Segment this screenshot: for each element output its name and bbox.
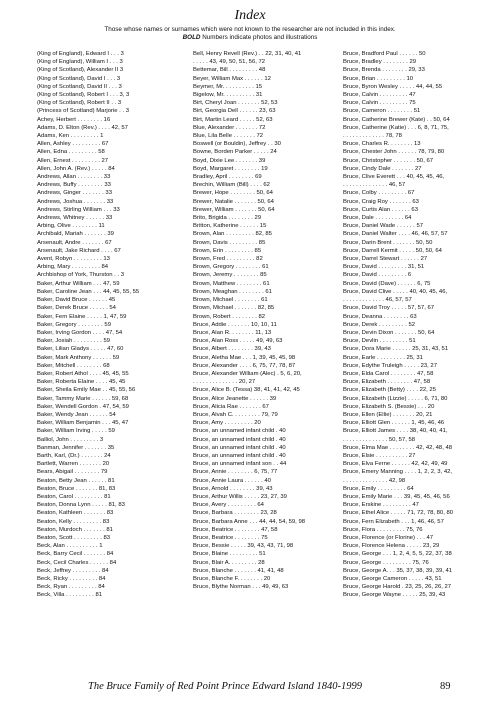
index-entry: Bruce, Calvin . . . . . . . . . 47 xyxy=(343,92,416,99)
index-entry: Baker, Lilian Gladys . . . . . 47, 60 xyxy=(37,346,124,353)
index-entry: Bruce, Annie Laura . . . . . . 40 xyxy=(193,477,271,484)
index-entry: Brown, Matthew . . . . . . . . 61 xyxy=(193,280,270,287)
index-entry: Beck, Alan . . . . . . . . . . 1 xyxy=(37,543,103,550)
index-entry: Beck, Jeffrey . . . . . . . . . 84 xyxy=(37,567,109,574)
index-entry: Beaton, Carol . . . . . . . . . 81 xyxy=(37,493,111,500)
index-entry: Bruce, Barbara . . . . . . . . 23, 28 xyxy=(193,510,277,517)
index-entry: Bruce, Elizabeth . . . . . . . . 47, 58 xyxy=(343,379,431,386)
note-line-2-rest: Numbers indicate photos and illustrations xyxy=(200,34,318,41)
index-entry: Bruce, Derek . . . . . . . . . 52 xyxy=(343,321,416,328)
index-entry: Brown, Michael . . . . . . . . 61 xyxy=(193,297,268,304)
index-entry: (King of Scotland), Robert II . . 3 xyxy=(37,100,122,107)
index-entry: Beymer, Mr. . . . . . . . . . 15 xyxy=(193,83,263,90)
index-entry: Archibald, Mariah . . . . . . . 39 xyxy=(37,231,114,238)
index-entry: Andrews, Allan . . . . . . . . 33 xyxy=(37,174,111,181)
index-entry: Baker, Wendy Jean . . . . . . 54 xyxy=(37,411,116,418)
index-entry: Bruce, Blaine . . . . . . . . . 51 xyxy=(193,551,266,558)
index-entry: Bruce, Elma Mae . . . . . . . . 42, 42, 48, 48 xyxy=(343,444,453,451)
index-entry: Bruce, an unnamed infant son . . 44 xyxy=(193,461,287,468)
index-entry: Bruce, David Troy . . . . . 57, 57, 67 xyxy=(343,305,435,312)
page-number: 89 xyxy=(440,681,451,692)
index-entry: . . . . . . . . . . . . . . 46, 57 xyxy=(343,182,406,189)
index-entry: Andrews, Joshua . . . . . . . 33 xyxy=(37,198,114,205)
index-entry: Bruce, Emily Marie . . . 39, 45, 45, 46, 56 xyxy=(343,493,450,500)
index-column-2 xyxy=(193,50,343,591)
index-entry: Bruce, Florence (or Florine) . . . 47 xyxy=(343,534,434,541)
index-entry: Baker, Mark Anthony . . . . . . 59 xyxy=(37,354,120,361)
index-entry: Bradley, April . . . . . . . . 69 xyxy=(193,174,262,181)
index-entry: Bruce, Blair A. . . . . . . . . 28 xyxy=(193,559,265,566)
index-entry: Archbishop of York, Thurston . . 3 xyxy=(37,272,124,279)
index-column-1 xyxy=(37,50,187,600)
index-entry: Bruce, Calvin . . . . . . . . . 75 xyxy=(343,100,416,107)
index-entry: Beck, Cecil Charles . . . . . . 84 xyxy=(37,559,117,566)
index-entry: Bruce, Alexander William (Alec) . 5, 6, 20, xyxy=(193,370,302,377)
index-entry: Baker, Sheila Emily Mae . . 45, 55, 56 xyxy=(37,387,136,394)
index-entry: Brown, Alan . . . . . . . . . 82, 85 xyxy=(193,231,272,238)
index-entry: Baker, William Irving . . . . . 59 xyxy=(37,428,115,435)
index-entry: Bruce, an unnamed infant child . 40 xyxy=(193,444,286,451)
index-entry: Bruce, Alice Jeanette . . . . . . 39 xyxy=(193,395,277,402)
note-bold-word: BOLD xyxy=(182,34,201,41)
index-entry: Brewer, Natalie . . . . . . . 50, 64 xyxy=(193,198,274,205)
index-entry: Bruce, Elliott James . . . . 38, 40, 40, 41, xyxy=(343,428,448,435)
index-entry: Arsenault, Jake Richard . . . . 67 xyxy=(37,247,121,254)
index-entry: Bruce, Arthur Willis . . . . . 23, 27, 39 xyxy=(193,493,287,500)
index-entry: Baker, Caroline Jean . . . 44, 45, 55, 55 xyxy=(37,288,140,295)
index-entry: Balliol, John . . . . . . . . . 3 xyxy=(37,436,104,443)
index-entry: Beaton, Murdoch . . . . . . . 81 xyxy=(37,526,113,533)
index-entry: Baker, Fern Elaine . . . . . 1, 47, 59 xyxy=(37,313,127,320)
index-entry: Birt, Martin Leard . . . . . 52, 63 xyxy=(193,116,273,123)
index-entry: Bruce, Elva Ferne . . . . . . 42, 42, 49, 49 xyxy=(343,461,448,468)
index-entry: Beaton, Kathleen . . . . . . . 83 xyxy=(37,510,114,517)
index-entry: Bruce, Elliott Glen . . . . . . 1, 45, 46, 46 xyxy=(343,420,445,427)
index-entry: Bigelow, Mr. . . . . . . . . . 31 xyxy=(193,92,263,99)
index-entry: Bruce, Blanche F. . . . . . . . 20 xyxy=(193,576,271,582)
index-entry: (King of Scotland), David I . . . 3 xyxy=(37,75,121,82)
index-entry: Bruce, Catherine Brewer (Kate) . . 50, 64 xyxy=(343,116,450,123)
index-entry: Bell, Henry Revell (Rev.) . . 22, 31, 40, 41 xyxy=(193,51,302,57)
index-entry: Bruce, Daniel Wade . . . . . . 57 xyxy=(343,223,423,230)
index-entry: Bruce, Arnold . . . . . . . . 39, 43 xyxy=(193,485,273,492)
index-entry: . . . . . . . . . . . . . . 20, 27 xyxy=(193,379,256,386)
index-entry: Arbing, Olive . . . . . . . . 11 xyxy=(37,223,105,230)
index-entry: Bruce, Blanche . . . . . . . 41, 41, 48 xyxy=(193,567,284,574)
index-entry: Bruce, George Cameron . . . . . 43, 51 xyxy=(343,576,442,582)
index-entry: Bruce, Avery . . . . . . . . . 64 xyxy=(193,502,264,509)
index-entry: . . . . . 43, 49, 50, 51, 56, 72 xyxy=(193,59,266,66)
index-entry: Bruce, Brenda . . . . . . . . 29, 33 xyxy=(343,67,425,74)
index-entry: Baker, Gregory . . . . . . . . 59 xyxy=(37,321,111,328)
index-entry: Bruce, Cindy Dale . . . . . . . 27 xyxy=(343,165,422,172)
index-entry: Bruce, Beatrice . . . . . . . . 75 xyxy=(193,534,268,541)
index-entry: Bruce, Elda Carol . . . . . . . . 47, 58 xyxy=(343,370,434,377)
index-entry: Brewer, William . . . . . . . 50, 64 xyxy=(193,206,275,213)
index-entry: Bruce, Charles R. . . . . . . . 13 xyxy=(343,141,421,148)
index-entry: Boswell (or Bouldin), Jeffrey . . 30 xyxy=(193,141,281,148)
index-entry: Boyd, Dixie Lee . . . . . . . 39 xyxy=(193,157,266,164)
index-entry: Bowne, Borden Parker . . . . . 24 xyxy=(193,149,277,156)
index-entry: Bartlett, Warren . . . . . . . 20 xyxy=(37,461,110,468)
index-entry: Bruce, Brian . . . . . . . . . 10 xyxy=(343,75,414,82)
index-entry: Bruce, Albert . . . . . . . . 39, 43 xyxy=(193,346,271,353)
index-entry: Bruce, Florence Helena . . . . . 23, 29 xyxy=(343,543,440,550)
index-entry: Bruce, Elizabeth (Betty) . . . . 22, 25 xyxy=(343,387,436,394)
index-entry: Bruce, Darrel Stewart . . . . . . 27 xyxy=(343,256,428,263)
index-entry: Bruce, David (Dave) . . . . . . 6, 75 xyxy=(343,280,431,287)
index-entry: Bruce, Christopher . . . . . . . 50, 67 xyxy=(343,157,434,164)
index-entry: Bruce, Emery Manning . . . . 1, 2, 2, 3, 42, xyxy=(343,469,453,476)
index-entry: Bruce, David . . . . . . . . . 31, 51 xyxy=(343,264,425,271)
index-entry: Bruce, Curtis Alan . . . . . . 63 xyxy=(343,206,418,213)
index-entry: Achey, Herbert . . . . . . . . 16 xyxy=(37,116,111,123)
index-entry: . . . . . . . . . . . . . 78, 78 xyxy=(343,133,402,140)
index-entry: Avent, Robyn . . . . . . . . . 13 xyxy=(37,256,110,263)
index-entry: Bruce, Edythe Truleigh . . . . . 23, 27 xyxy=(343,362,437,369)
index-entry: Bruce, Beatrice . . . . . . . . 47, 58 xyxy=(193,526,278,533)
footer-title: The Bruce Family of Red Point Prince Edward Island 1840-1999 xyxy=(88,681,363,692)
index-entry: Bruce, George Wayne . . . . . 25, 39, 43 xyxy=(343,592,446,599)
index-entry: Baker, William Benjamin . . . 45, 47 xyxy=(37,420,129,427)
index-entry: Bruce, Blythe Norman . . . 49, 49, 63 xyxy=(193,584,289,591)
index-entry: Bruce, Elizabeth (Lizzie) . . . . . 6, 71, 80 xyxy=(343,395,448,402)
index-entry: Brown, Robert . . . . . . . . 82 xyxy=(193,313,266,320)
index-note xyxy=(0,26,500,42)
index-entry: Allen, Edna . . . . . . . . . 58 xyxy=(37,149,105,156)
index-entry: Bruce, Alexander . . . . 6, 75, 77, 78, 87 xyxy=(193,362,296,369)
index-entry: Bruce, Alicia Rae . . . . . . . 67 xyxy=(193,403,269,410)
index-entry: Bruce, Annie . . . . . . . . 6, 75, 77 xyxy=(193,469,278,476)
index-entry: (King of England), Edward I . . . 3 xyxy=(37,51,124,57)
index-entry: Beaton, Betty Jean . . . . . . 81 xyxy=(37,477,115,484)
page-title: Index xyxy=(234,8,266,23)
index-entry: . . . . . . . . . . . . . 46, 57, 57 xyxy=(343,297,412,304)
index-entry: Bruce, Cameron . . . . . . . . 51 xyxy=(343,108,421,115)
index-entry: Bruce, Dora Marie . . . . . . 25, 31, 43, 51 xyxy=(343,346,449,353)
index-entry: Baker, Mitchell . . . . . . . . 68 xyxy=(37,362,110,369)
index-entry: Blue, Alexander . . . . . . . 72 xyxy=(193,124,266,131)
index-entry: Bruce, Bradford Paul . . . . . . 50 xyxy=(343,51,426,57)
index-entry: Bruce, Addie . . . . . . . 10, 10, 11 xyxy=(193,321,277,328)
index-entry: Bruce, an unnamed infant child . 40 xyxy=(193,428,286,435)
index-entry: Baker, David Bruce . . . . . . 45 xyxy=(37,297,116,304)
index-entry: Bruce, Aletha Mae . . . 1, 39, 45, 45, 98 xyxy=(193,354,296,361)
index-entry: Beck, Barry Cecil . . . . . . . 84 xyxy=(37,551,114,558)
index-entry: Baker, Arthur William . . . 47, 59 xyxy=(37,280,120,287)
index-entry: Bruce, Byron Wesley . . . . . 44, 44, 55 xyxy=(343,83,443,90)
index-entry: Bruce, Catherine (Katie) . . . 6, 8, 71, 75, xyxy=(343,124,449,131)
index-entry: Adams, D. Elton (Rev.) . . . . 42, 57 xyxy=(37,124,128,131)
index-entry: Allen, Ashley . . . . . . . . . 67 xyxy=(37,141,109,148)
index-entry: Beck, Ricky . . . . . . . . . 84 xyxy=(37,576,106,582)
index-entry: Arbing, Mary . . . . . . . . . 84 xyxy=(37,264,109,271)
index-entry: Boyd, Margaret . . . . . . . . 19 xyxy=(193,165,268,172)
index-entry: Bruce, Flora . . . . . . . . . 75, 76 xyxy=(343,526,423,533)
index-entry: Bruce, Devin Dixon . . . . . . . 50, 64 xyxy=(343,329,435,336)
index-entry: Andrews, Ginger . . . . . . . 33 xyxy=(37,190,112,197)
index-entry: Bruce, an unnamed infant child . 40 xyxy=(193,436,286,443)
index-entry: Baker, Tammy Marie . . . . . . 59, 68 xyxy=(37,395,129,402)
index-entry: Bruce, Daniel Walter . . . . 46, 46, 57, 57 xyxy=(343,231,448,238)
index-entry: Bruce, Darin Brent . . . . . . . 50, 50 xyxy=(343,239,433,246)
index-entry: Bruce, Chester John . . . . . . 78, 79, 80 xyxy=(343,149,445,156)
index-entry: Arsenault, Andre . . . . . . . 67 xyxy=(37,239,112,246)
index-entry: Bruce, Earle . . . . . . . . . 25, 31 xyxy=(343,354,423,361)
index-entry: Brown, Erin . . . . . . . . . 85 xyxy=(193,247,262,254)
index-entry: Andrews, Whitney . . . . . . 33 xyxy=(37,215,113,222)
index-entry: Bruce, George A. . . 35, 37, 38, 39, 39, 41 xyxy=(343,567,453,574)
index-entry: Brechin, William (Bill) . . . . 62 xyxy=(193,182,270,189)
index-entry: Bruce, Elsie . . . . . . . . . . 27 xyxy=(343,452,416,459)
index-entry: . . . . . . . . . . . . . . 42, 98 xyxy=(343,477,406,484)
index-entry: Bruce, George Harold . 23, 25, 26, 26, 27 xyxy=(343,584,452,591)
index-entry: Bruce, Clive Everett . . . 40, 45, 45, 46, xyxy=(343,174,445,181)
index-entry: Andrews, Stirling William . . . 33 xyxy=(37,206,120,213)
index-entry: Brewer, Hope . . . . . . . . 50, 64 xyxy=(193,190,273,197)
index-entry: Birt, Georgia Dell . . . . . . 23, 63 xyxy=(193,108,276,115)
index-column-3 xyxy=(343,50,493,600)
index-entry: Beck, Villa . . . . . . . . . 81 xyxy=(37,592,103,599)
note-line-1: Those whose names or surnames which were not known to the researcher are not included in this index. xyxy=(104,26,396,33)
index-entry: Baker, Wendell Gordon . 47, 54, 59 xyxy=(37,403,129,410)
index-entry: Bruce, an unnamed infant child . 40 xyxy=(193,452,286,459)
index-entry: Bruce, Fern Elizabeth . . . 1, 46, 46, 57 xyxy=(343,518,444,525)
index-entry: Britton, Katherine . . . . . . 15 xyxy=(193,223,267,230)
index-entry: Bruce, Bessie . . . . . 39, 43, 43, 71, 98 xyxy=(193,543,294,550)
index-entry: Allen, Ernest . . . . . . . . . 27 xyxy=(37,157,109,164)
index-entry: Birt, Cheryl Joan . . . . . . . 52, 53 xyxy=(193,100,278,107)
index-entry: Andrews, Buffy . . . . . . . . 33 xyxy=(37,182,111,189)
index-entry: Bears, Abigail . . . . . . . . 79 xyxy=(37,469,108,476)
index-entry: Bruce, Dale . . . . . . . . . 64 xyxy=(343,215,412,222)
index-entry: Bruce, David . . . . . . . . . 6 xyxy=(343,272,412,279)
index-entry: Bruce, Colby . . . . . . . . . 67 xyxy=(343,190,415,197)
index-entry: Barth, Karl, (Dr.) . . . . . . . 24 xyxy=(37,452,111,459)
index-entry: Beaton, Bruce . . . . . . . 81, 83 xyxy=(37,485,116,492)
index-entry: (King of Scotland), Alexander II 3 xyxy=(37,67,124,74)
index-entry: Bruce, Erskine . . . . . . . . . 47 xyxy=(343,502,419,509)
index-entry: Baker, Roberta Elaine . . . . 45, 45 xyxy=(37,379,126,386)
index-entry: Bruce, Ellen (Ellie) . . . . . . . 20, 21 xyxy=(343,411,433,418)
index-entry: Bruce, Craig Roy . . . . . . . 63 xyxy=(343,198,419,205)
index-entry: Allen, John A. (Rev.) . . . . . 84 xyxy=(37,165,115,172)
index-entry: Brown, Fred . . . . . . . . . 82 xyxy=(193,256,263,263)
index-entry: Brown, Davis . . . . . . . . . 85 xyxy=(193,239,266,246)
index-entry: Bruce, Emily . . . . . . . . . 64 xyxy=(343,485,414,492)
index-entry: (King of Scotland), David II . . . 3 xyxy=(37,83,122,90)
index-entry: Beaton, Donna Lynn . . . . . 81, 83 xyxy=(37,502,125,509)
index-entry: Bettemar, Bill . . . . . . . . . 48 xyxy=(193,67,266,74)
index-entry: Brito, Brigida . . . . . . . . 29 xyxy=(193,215,262,222)
index-entry: Baker, Josiah . . . . . . . . . 59 xyxy=(37,338,111,345)
index-entry: (King of Scotland), Robert I . . . 3, 3 xyxy=(37,92,130,99)
index-entry: Baker, Robert Athol . . . . 45, 45, 55 xyxy=(37,370,129,377)
index-entry: Bruce, Amy . . . . . . . . . 20 xyxy=(193,420,261,427)
index-entry: Bruce, Alan Ross . . . . . 49, 49, 63 xyxy=(193,338,283,345)
index-entry: Bruce, Ethel Alice . . . . . 71, 72, 78, 80, 80 xyxy=(343,510,454,517)
index-entry: Bruce, George . . . 1, 2, 4, 5, 5, 22, 37, 38 xyxy=(343,551,452,558)
index-entry: Brown, Meaghan . . . . . . . . 61 xyxy=(193,288,272,295)
index-entry: Beyer, William Max . . . . . . 12 xyxy=(193,75,271,82)
index-entry: Bruce, Devlin . . . . . . . . . 51 xyxy=(343,338,416,345)
index-entry: Brown, Jeremy . . . . . . . . 85 xyxy=(193,272,267,279)
note-line-2 xyxy=(0,34,500,42)
index-entry: Beck, Ryan . . . . . . . . . 84 xyxy=(37,584,105,591)
index-entry: Baker, Irving Gordon . . . . 47, 54 xyxy=(37,329,123,336)
index-entry: Baker, Derek Bruce . . . . . . 54 xyxy=(37,305,116,312)
index-entry: Blue, Lila Belle . . . . . . . 72 xyxy=(193,133,264,140)
index-entry: Bruce, Barbara Anne . . . 44, 44, 54, 59, 98 xyxy=(193,518,305,525)
index-entry: Bruce, David Clive . . . . . 40, 40, 45, 46, xyxy=(343,288,448,295)
index-entry: Beaton, Kelly . . . . . . . . . 83 xyxy=(37,518,110,525)
index-entry: Adams, Ken . . . . . . . . . 1 xyxy=(37,133,104,140)
index-entry: Bruce, Elizabeth S. (Bessie) . . . 20 xyxy=(343,403,435,410)
index-entry: Bruce, Darrell Kermit . . . . . 50, 50, 64 xyxy=(343,247,442,254)
index-entry: (King of England), William I . . . 3 xyxy=(37,59,123,66)
index-entry: Bruce, Alice B. (Tessa) 38, 41, 41, 42, 45 xyxy=(193,387,300,394)
index-entry: Bruce, Deanna . . . . . . . . 63 xyxy=(343,313,417,320)
index-entry: Bruce, George . . . . . . . . . 75, 76 xyxy=(343,559,429,566)
index-entry: Banman, Jennifer . . . . . . . 35 xyxy=(37,444,115,451)
index-entry: Beaton, Scott . . . . . . . . . 83 xyxy=(37,534,111,541)
index-entry: Bruce, Alvah C. . . . . . . . . 79, 79 xyxy=(193,411,278,418)
index-entry: Bruce, Bradley . . . . . . . . 29 xyxy=(343,59,417,66)
index-entry: Brown, Gregory . . . . . . . . 61 xyxy=(193,264,269,271)
index-entry: . . . . . . . . . . . . . . 50, 57, 58 xyxy=(343,436,416,443)
index-entry: Bruce, Alan R. . . . . . . . 11, 13 xyxy=(193,329,272,336)
index-entry: Brown, Michael . . . . . . . 82, 85 xyxy=(193,305,275,312)
index-entry: (Princess of Scotland) Marjorie . . 3 xyxy=(37,108,129,115)
